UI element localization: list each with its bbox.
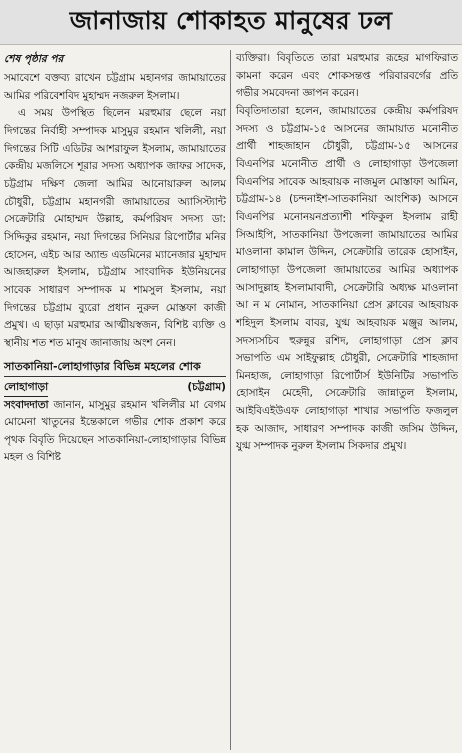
dateline-place: লোহাগাড়া: [4, 379, 48, 397]
left-column: [4, 50, 226, 467]
dateline-region: (চট্টগ্রাম): [187, 380, 226, 393]
dateline: [4, 379, 226, 397]
subheading: সাতকানিয়া-লোহাগাড়ার বিভিন্ন মহলের শোক: [4, 359, 226, 377]
paragraph-speech: সমাবেশে বক্তব্য রাখেন চট্টগ্রাম মহানগর জামায়াতের আমির পরিবেশবিদ মুহাম্মদ নজরুল ইসলাম।: [4, 72, 226, 102]
headline: জানাজায় শোকাহত মানুষের ঢল: [0, 0, 462, 45]
column-divider: [230, 50, 231, 750]
paragraph-attendees: এ সময় উপস্থিত ছিলেন মরহুমার ছেলে নয়া দিগন্তের নির্বাহী সম্পাদক মাসুমুর রহমান খলিলী, নয়া দিগন্তের সিটি এডিটর আশরাফুল ইসলাম, জামায়াতের কেন্দ্রীয় মজলিসে শূরার সদস্য অধ্যাপক জাফর সাদেক, চট্টগ্রাম দক্ষিণ জেলা আমির আনোয়ারুল আলম চৌধুরী, চট্টগ্রাম মহানগরী জামায়াতের অ্যাসিস্ট্যান্ট সেক্রেটারি মোহাম্মদ উল্লাহ, কর্মপরিষদ সদস্য ডা: সিদ্দিকুর রহমান, নয়া দিগন্তের সিনিয়র রিপোর্টার মনির হোসেন, এইচ আর অ্যান্ড এডমিনের ম্যানেজার মুহাম্মদ আজহারুল ইসলাম, চট্টগ্রাম সাংবাদিক ইউনিয়নের সাবেক সাধারণ সম্পাদক ম শামসুল ইসলাম, নয়া দিগন্তের চট্টগ্রাম ব্যুরো প্রধান নুরুল মোস্তফা কাজী প্রমুখ। এ ছাড়া মরহুমার আত্মীয়স্বজন, বিশিষ্ট ব্যক্তি ও স্থানীয় শত শত মানুষ জানাজায় অংশ নেন।: [4, 107, 226, 349]
source-label: সংবাদদাতা: [4, 398, 49, 411]
paragraph-signatories: বিবৃতিদাতারা হলেন, জামায়াতের কেন্দ্রীয় কর্মপরিষদ সদস্য ও চট্টগ্রাম-১৫ আসনের জামায়াত মনোনীত প্রার্থী শাহজাহান চৌধুরী, চট্টগ্রাম-১৫ আসনের বিএনপির মনোনীত প্রার্থী ও লোহাগাড়া উপজেলা বিএনপির সাবেক আহবায়ক নাজমুল মোস্তাফা আমিন, চট্টগ্রাম-১৪ (চন্দনাইশ-সাতকানিয়া আংশিক) আসনে বিএনপির মনোনয়নপ্রত্যাশী শফিকুল ইসলাম রাহী সিআইপি, সাতকানিয়া উপজেলা জামায়াতের আমির মাওলানা কামাল উদ্দিন, সেক্রেটারি তারেক হোসাইন, লোহাগাড়া উপজেলা জামায়াতের আমির অধ্যাপক আসাদুল্লাহ ইসলামাবাদী, সেক্রেটারি অধ্যক্ষ মাওলানা আ ন ম নোমান, সাতকানিয়া প্রেস ক্লাবের আহবায়ক শহিদুল ইসলাম বাবর, যুগ্ম আহবায়ক মঞ্জুর আলম, সদস্যসচিব হুরুন্নুর রশিদ, লোহাগাড়া প্রেস ক্লাব সভাপতি এম সাইফুল্লাহ চৌধুরী, সেক্রেটারি শাহজাদা মিনহাজ, লোহাগাড়া রিপোর্টার্স ইউনিটির সভাপতি হোসাইন মেহেদী, সেক্রেটারি জান্নাতুল ইসলাম, আইবিএইউএফ লোহাগাড়া শাখার সভাপতি ফজলুল হক আজাদ, সাধারণ সম্পাদক কাজী জসিম উদ্দিন, যুগ্ম সম্পাদক নুরুল ইসলাম সিকদার প্রমুখ।: [236, 104, 458, 453]
paragraph-statement: ব্যক্তিরা। বিবৃতিতে তারা মরহুমার রূহের মাগফিরাত কামনা করেন এবং শোকসন্তপ্ত পরিবারবর্গের প্রতি গভীর সমবেদনা জ্ঞাপন করেন।: [236, 52, 458, 100]
paragraph-condolence-text: জানান, মাসুমুর রহমান খলিলীর মা বেগম মোমেনা খাতুনের ইন্তেকালে গভীর শোক প্রকাশ করে পৃথক বিবৃতি দিয়েছেন সাতকানিয়া-লোহাগাড়ার বিভিন্ন মহল ও বিশিষ্ট: [4, 398, 226, 464]
paragraph-condolence: [4, 397, 226, 468]
right-column: [236, 50, 458, 456]
continued-label: শেষ পৃষ্ঠার পর: [4, 53, 64, 65]
